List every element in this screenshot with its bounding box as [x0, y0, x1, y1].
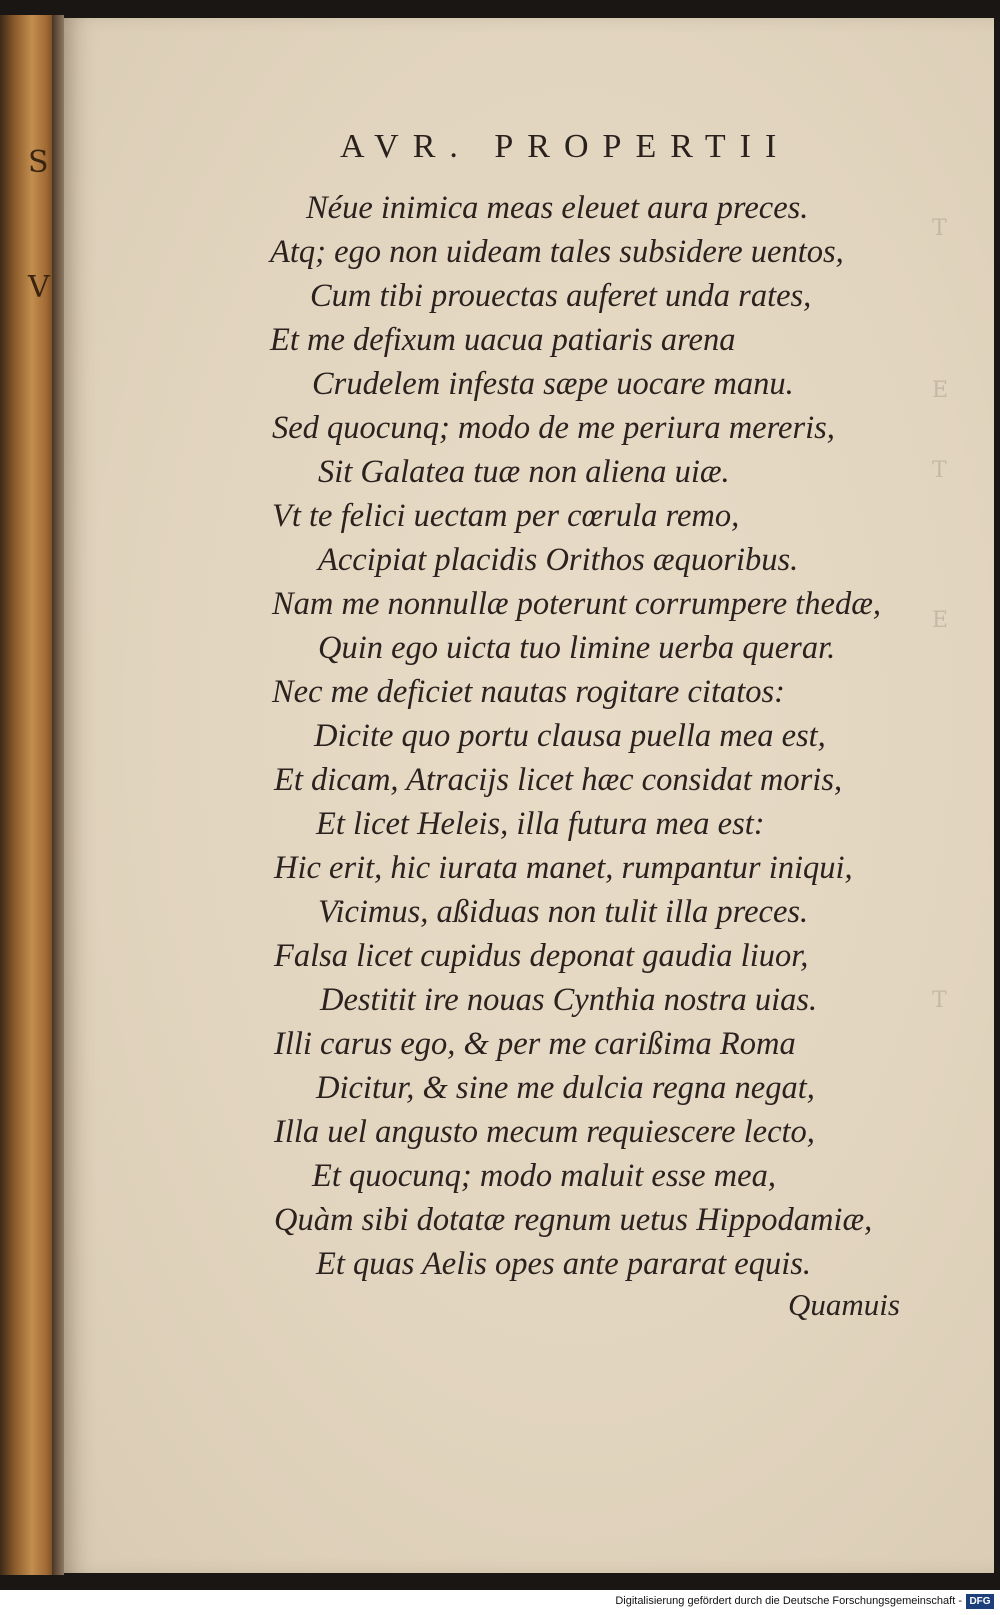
- show-through-mark: T: [932, 988, 947, 1013]
- verse-line: Dicitur, & sine me dulcia regna negat,: [316, 1070, 815, 1106]
- verse-line: Dicite quo portu clausa puella mea est,: [314, 718, 826, 754]
- verse-line: Sit Galatea tuæ non aliena uiæ.: [318, 454, 730, 490]
- spine-ornament: V: [28, 270, 50, 305]
- verse-line: Illa uel angusto mecum requiescere lecto,: [274, 1114, 815, 1150]
- verse-line: Destitit ire nouas Cynthia nostra uias.: [320, 982, 818, 1018]
- verse-line: Vicimus, aßiduas non tulit illa preces.: [318, 894, 809, 930]
- verse-line: Falsa licet cupidus deponat gaudia liuor,: [274, 938, 809, 974]
- show-through-mark: E: [932, 608, 949, 633]
- verse-line: Nec me deficiet nautas rogitare citatos:: [272, 674, 785, 710]
- verse-line: Et quas Aelis opes ante pararat equis.: [316, 1246, 812, 1282]
- show-through-mark: T: [932, 458, 947, 483]
- show-through-mark: T: [932, 216, 947, 241]
- verse-line: Nam me nonnullæ poterunt corrumpere thedæ,: [272, 586, 882, 622]
- spine-ornament: S: [28, 145, 49, 180]
- running-head: AVR. PROPERTII: [340, 128, 791, 165]
- verse-line: Sed quocunq; modo de me periura mereris,: [272, 410, 835, 446]
- dfg-logo: DFG: [966, 1594, 994, 1609]
- catchword: Quamuis: [788, 1287, 900, 1322]
- verse-line: Quin ego uicta tuo limine uerba querar.: [318, 630, 836, 666]
- verse-line: Et licet Heleis, illa futura mea est:: [316, 806, 765, 842]
- verse-line: Accipiat placidis Orithos æquoribus.: [318, 542, 799, 578]
- footer-bar: [0, 1590, 1000, 1615]
- verse-line: Et dicam, Atracijs licet hæc considat moris,: [274, 762, 843, 798]
- funding-credit: Digitalisierung gefördert durch die Deutsche Forschungsgemeinschaft -: [615, 1595, 962, 1607]
- verse-line: Hic erit, hic iurata manet, rumpantur iniqui,: [274, 850, 853, 886]
- verse-line: Crudelem infesta sæpe uocare manu.: [312, 366, 794, 402]
- verse-line: Et quocunq; modo maluit esse mea,: [312, 1158, 776, 1194]
- show-through-mark: E: [932, 378, 949, 403]
- verse-line: Quàm sibi dotatæ regnum uetus Hippodamiæ,: [274, 1202, 873, 1238]
- verse-line: Vt te felici uectam per cœrula remo,: [272, 498, 740, 534]
- book-spine: [0, 15, 58, 1575]
- gutter: [52, 15, 64, 1575]
- verse-line: Atq; ego non uideam tales subsidere uentos,: [270, 234, 844, 270]
- verse-line: Cum tibi prouectas auferet unda rates,: [310, 278, 812, 314]
- verse-line: Et me defixum uacua patiaris arena: [270, 322, 736, 358]
- verse-line: Illi carus ego, & per me carißima Roma: [274, 1026, 796, 1062]
- verse-line: Néue inimica meas eleuet aura preces.: [306, 190, 809, 226]
